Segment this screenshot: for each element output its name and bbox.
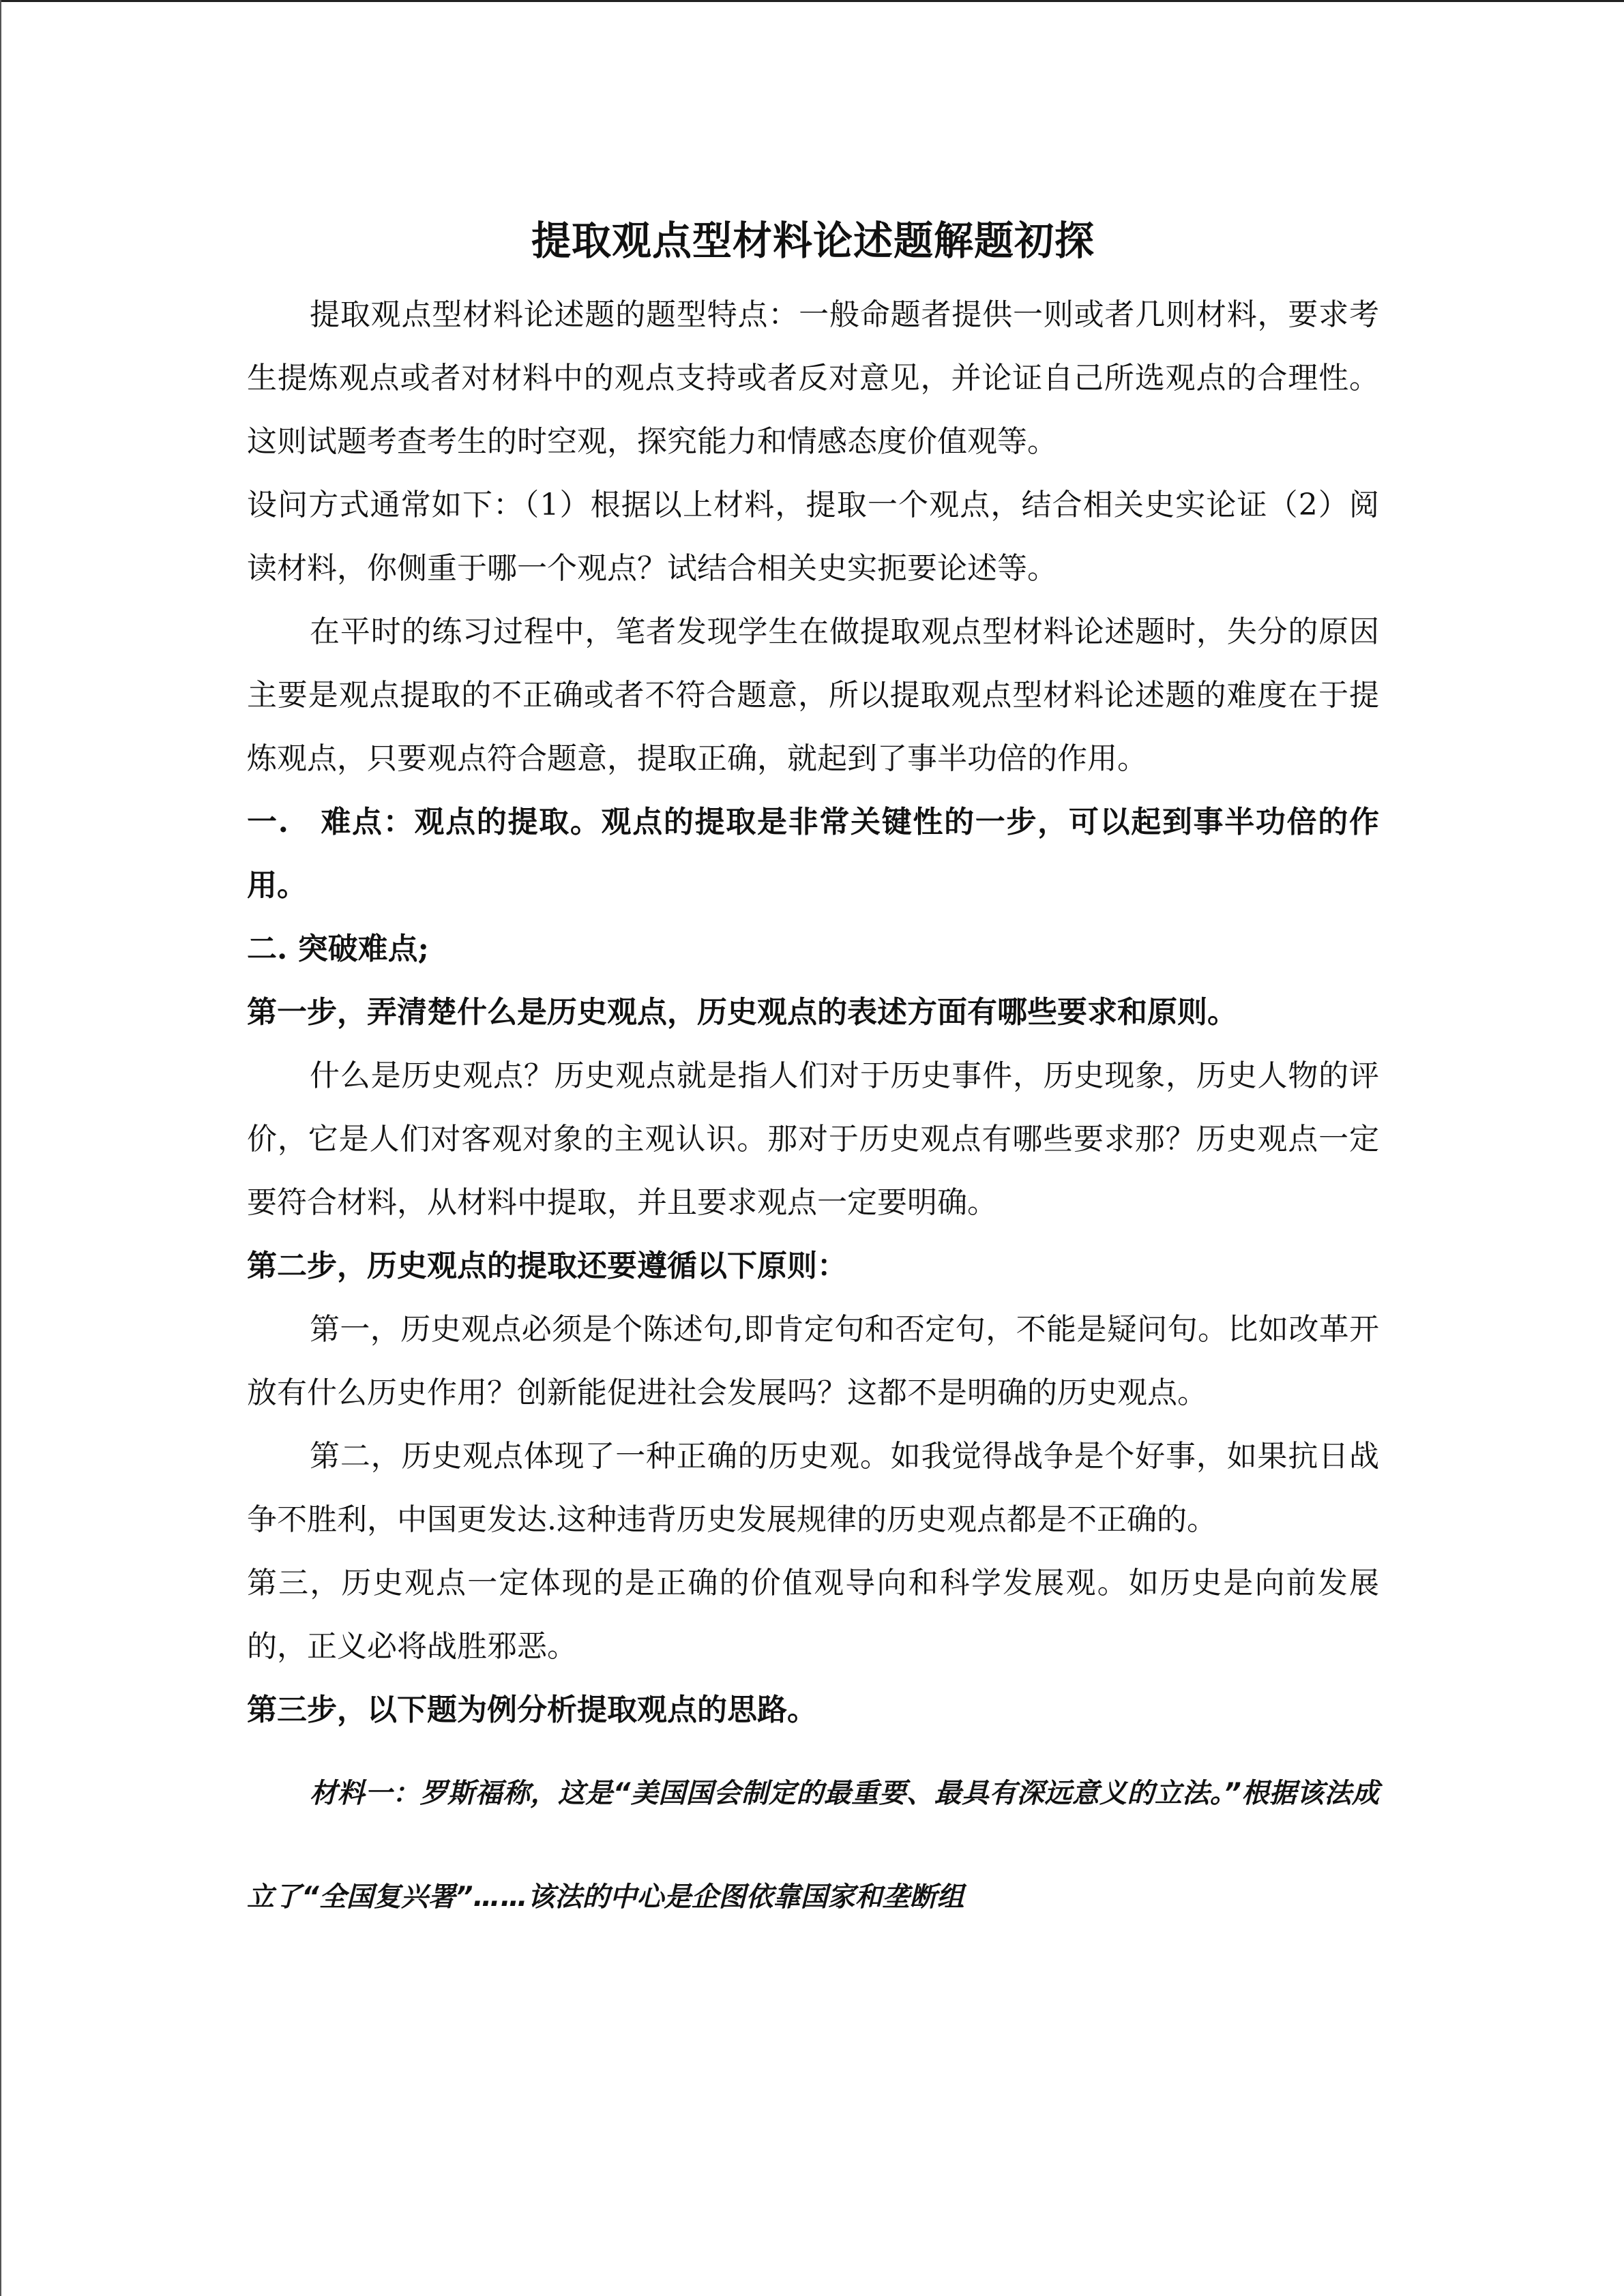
page-edge-left (0, 0, 1, 2296)
section-heading-difficulty: 一. 难点：观点的提取。观点的提取是非常关键性的一步，可以起到事半功倍的作用。 (247, 805, 1379, 903)
paragraph-question-features: 提取观点型材料论述题的题型特点：一般命题者提供一则或者几则材料，要求考生提炼观点或者对材料中的观点支持或者反对意见，并论证自己所选观点的合理性。这则试题考查考生的时空观，探究能力和情感态度价值观等。 (247, 297, 1379, 459)
material-excerpt: 材料一：罗斯福称，这是“美国国会制定的最重要、最具有深远意义的立法。”根据该法成立了“全国复兴署”……该法的中心是企图依靠国家和垄断组 (247, 1778, 1379, 1913)
paragraph-practice-observation: 在平时的练习过程中，笔者发现学生在做提取观点型材料论述题时，失分的原因主要是观点提取的不正确或者不符合题意，所以提取观点型材料论述题的难度在于提炼观点，只要观点符合题意，提取正确，就起到了事半功倍的作用。 (247, 614, 1379, 776)
step-heading-three: 第三步，以下题为例分析提取观点的思路。 (247, 1693, 817, 1727)
paragraph-principle-two: 第二，历史观点体现了一种正确的历史观。如我觉得战争是个好事，如果抗日战争不胜利，中国更发达.这种违背历史发展规律的历史观点都是不正确的。 (247, 1439, 1379, 1537)
document-body (247, 208, 1379, 1949)
paragraph-principle-one: 第一，历史观点必须是个陈述句,即肯定句和否定句，不能是疑问句。比如改革开放有什么历史作用？创新能促进社会发展吗？这都不是明确的历史观点。 (247, 1312, 1379, 1410)
document-title: 提取观点型材料论述题解题初探 (531, 218, 1095, 264)
page-edge-top (0, 0, 1624, 2)
step-heading-two: 第二步，历史观点的提取还要遵循以下原则： (247, 1249, 847, 1283)
paragraph-what-is-viewpoint: 什么是历史观点？历史观点就是指人们对于历史事件，历史现象，历史人物的评价，它是人们对客观对象的主观认识。那对于历史观点有哪些要求那？历史观点一定要符合材料，从材料中提取，并且要求观点一定要明确。 (247, 1058, 1379, 1220)
paragraph-question-format: 设问方式通常如下：（1）根据以上材料，提取一个观点，结合相关史实论证（2）阅读材料，你侧重于哪一个观点？试结合相关史实扼要论述等。 (247, 488, 1379, 586)
section-heading-breakthrough: 二. 突破难点; (247, 931, 429, 966)
paragraph-principle-three: 第三，历史观点一定体现的是正确的价值观导向和科学发展观。如历史是向前发展的，正义必将战胜邪恶。 (247, 1566, 1379, 1664)
step-heading-one: 第一步，弄清楚什么是历史观点，历史观点的表述方面有哪些要求和原则。 (247, 995, 1237, 1030)
